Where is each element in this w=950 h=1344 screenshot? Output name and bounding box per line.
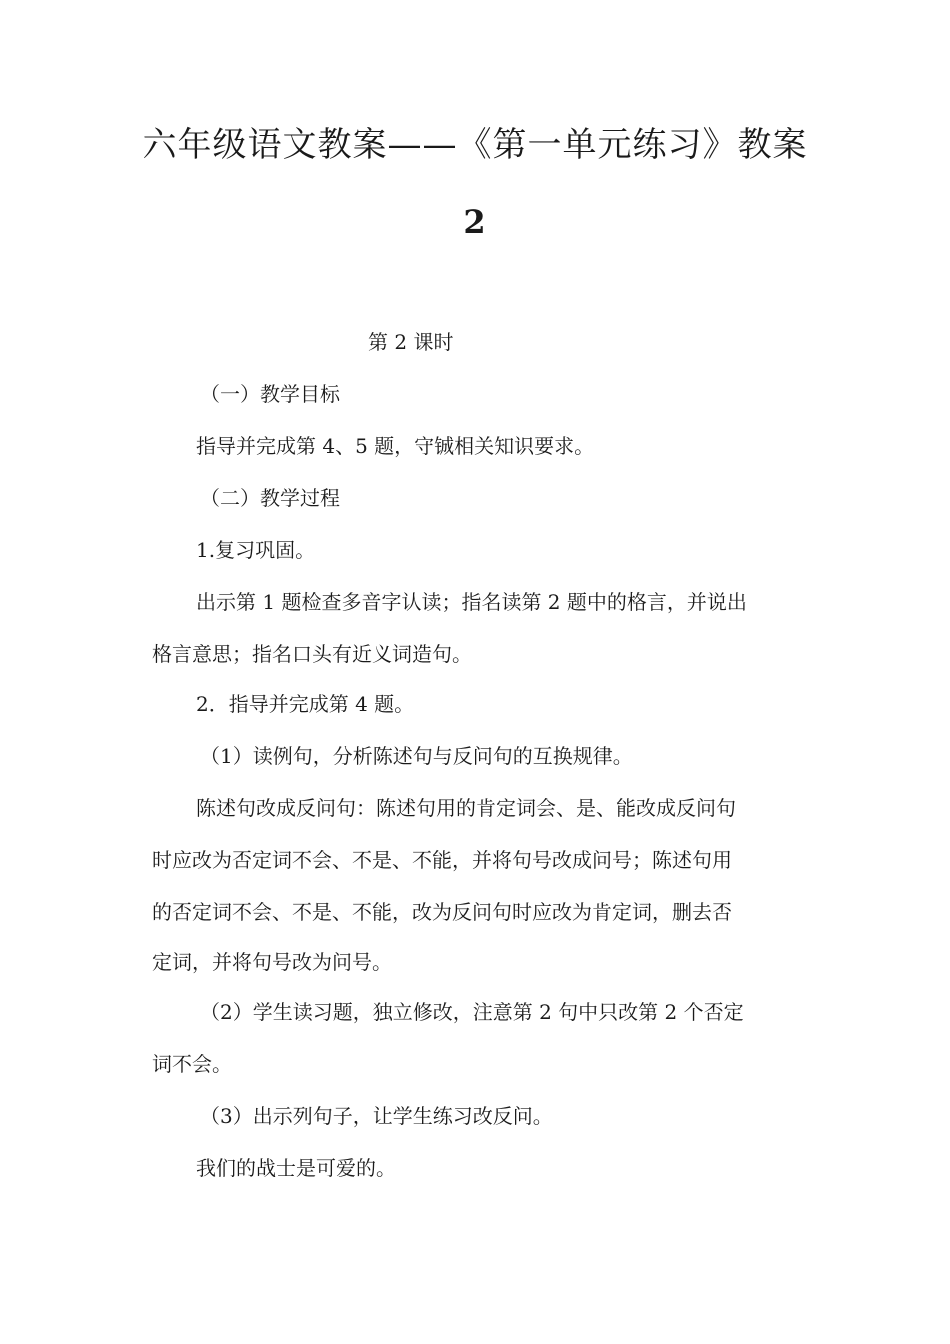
paragraph-line: 出示第 1 题检查多音字认读；指名读第 2 题中的格言，并说出 — [196, 590, 747, 614]
paragraph-line: （1）读例句，分析陈述句与反问句的互换规律。 — [200, 744, 633, 768]
document-title: 六年级语文教案——《第一单元练习》教案 — [142, 125, 808, 165]
paragraph-line: （2）学生读习题，独立修改，注意第 2 句中只改第 2 个否定 — [200, 1000, 744, 1024]
paragraph-line: 1.复习巩固。 — [196, 538, 316, 562]
section-heading-process: （二）教学过程 — [200, 486, 340, 510]
paragraph-line: 的否定词不会、不是、不能，改为反问句时应改为肯定词，删去否 — [152, 900, 732, 924]
paragraph-line: 指导并完成第 4、5 题，守铖相关知识要求。 — [196, 434, 595, 458]
paragraph-line: 格言意思；指名口头有近义词造句。 — [152, 642, 472, 666]
paragraph-line: （3）出示列句子，让学生练习改反问。 — [200, 1104, 553, 1128]
document-title-number: 2 — [463, 203, 487, 241]
paragraph-line: 2．指导并完成第 4 题。 — [196, 692, 415, 716]
section-heading-goals: （一）教学目标 — [200, 382, 340, 406]
paragraph-line: 定词，并将句号改为问号。 — [152, 950, 392, 974]
paragraph-line: 词不会。 — [152, 1052, 232, 1076]
lesson-label: 第 2 课时 — [368, 330, 454, 354]
paragraph-line: 时应改为否定词不会、不是、不能，并将句号改成问号；陈述句用 — [152, 848, 732, 872]
paragraph-line: 陈述句改成反问句：陈述句用的肯定词会、是、能改成反问句 — [196, 796, 736, 820]
paragraph-line: 我们的战士是可爱的。 — [196, 1156, 396, 1180]
